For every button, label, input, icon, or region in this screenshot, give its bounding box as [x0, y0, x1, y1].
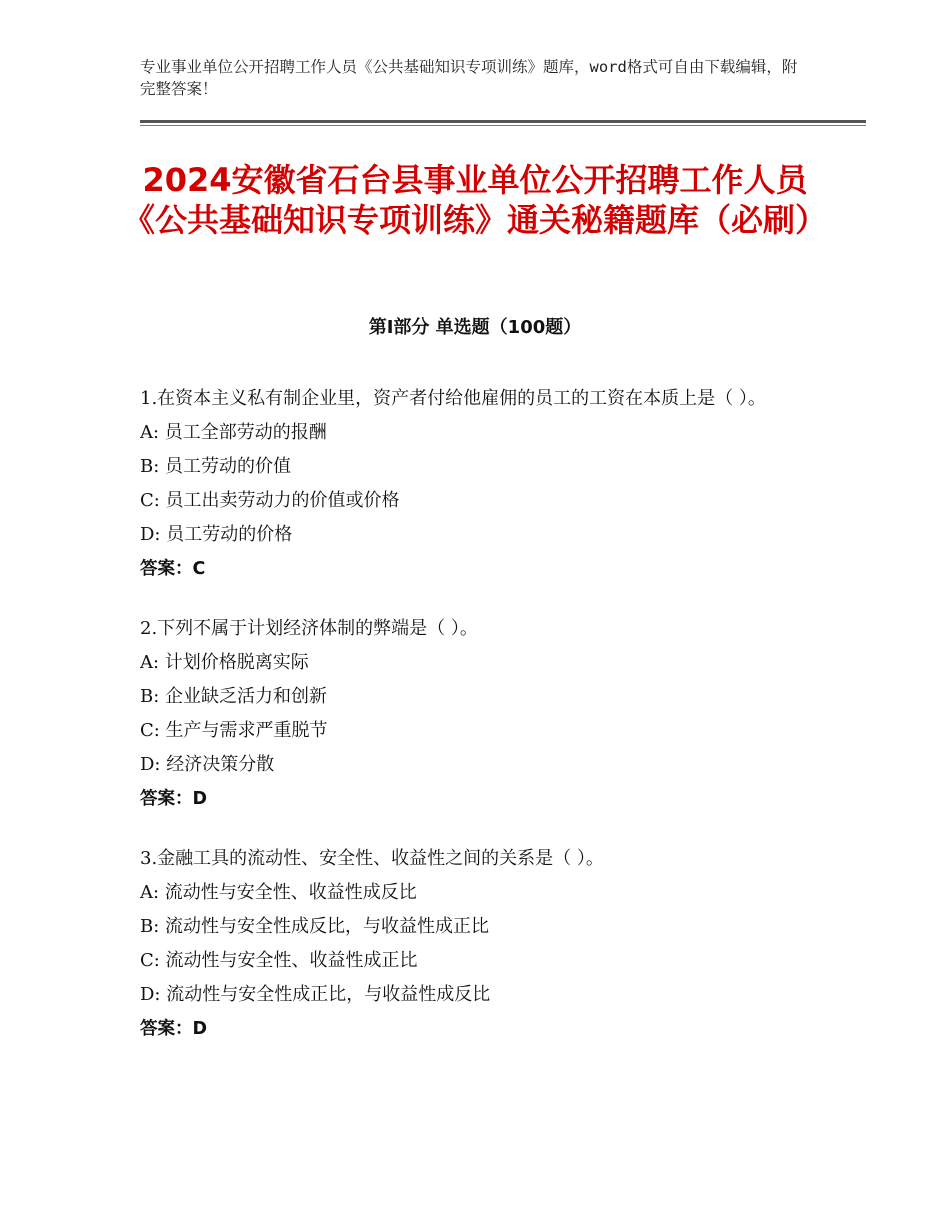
option-d: D: 流动性与安全性成正比，与收益性成反比	[140, 984, 491, 1005]
option-c: C: 员工出卖劳动力的价值或价格	[140, 490, 400, 511]
option-a: A: 流动性与安全性、收益性成反比	[140, 882, 417, 903]
option-c: C: 流动性与安全性、收益性成正比	[140, 950, 418, 971]
option-d: D: 经济决策分散	[140, 754, 275, 775]
header-note: 专业事业单位公开招聘工作人员《公共基础知识专项训练》题库，word格式可自由下载编辑，附完整答案！	[140, 58, 798, 98]
option-a: A: 计划价格脱离实际	[140, 652, 309, 673]
header-divider-thick	[140, 120, 866, 123]
option-c: C: 生产与需求严重脱节	[140, 720, 328, 741]
question-list	[140, 382, 820, 1072]
option-a: A: 员工全部劳动的报酬	[140, 422, 327, 443]
section-title: 第Ⅰ部分 单选题（100题）	[368, 317, 582, 338]
question-stem: 3.金融工具的流动性、安全性、收益性之间的关系是（ ）。	[140, 848, 604, 869]
answer: 答案：C	[140, 559, 206, 579]
answer: 答案：D	[140, 789, 208, 809]
option-b: B: 流动性与安全性成反比，与收益性成正比	[140, 916, 490, 937]
question-3	[140, 842, 820, 1046]
question-2	[140, 612, 820, 816]
option-d: D: 员工劳动的价格	[140, 524, 293, 545]
question-1	[140, 382, 820, 586]
answer: 答案：D	[140, 1019, 208, 1039]
question-stem: 2.下列不属于计划经济体制的弊端是（ ）。	[140, 618, 478, 639]
header-divider-thin	[140, 125, 866, 126]
option-b: B: 企业缺乏活力和创新	[140, 686, 328, 707]
option-b: B: 员工劳动的价值	[140, 456, 292, 477]
document-title: 2024安徽省石台县事业单位公开招聘工作人员《公共基础知识专项训练》通关秘籍题库（必刷）	[122, 161, 827, 239]
question-stem: 1.在资本主义私有制企业里，资产者付给他雇佣的员工的工资在本质上是（ ）。	[140, 388, 766, 409]
